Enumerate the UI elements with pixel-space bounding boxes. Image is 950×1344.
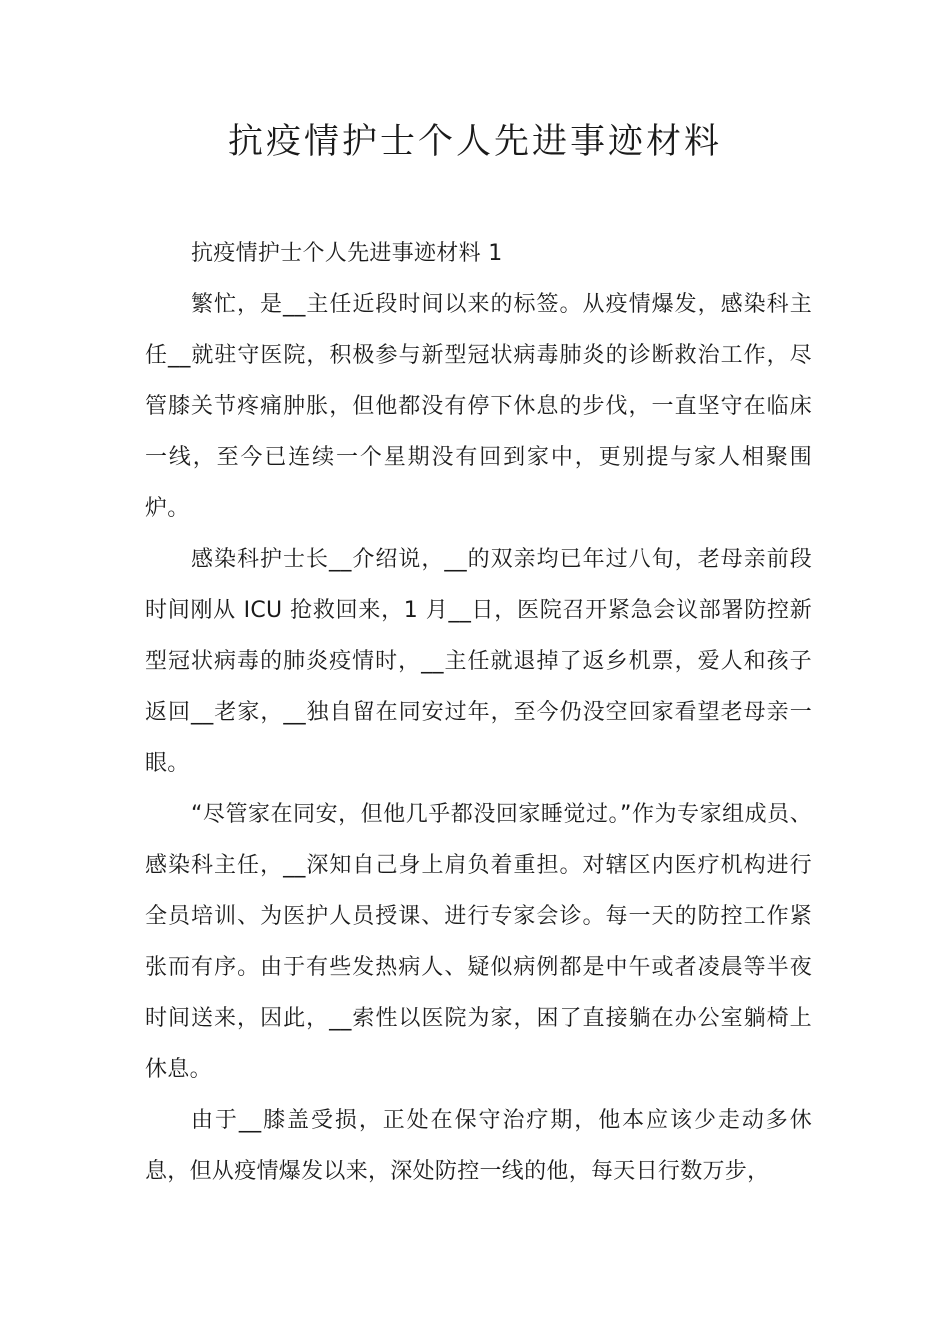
document-body: [145, 228, 812, 1197]
paragraph-1: 繁忙，是__主任近段时间以来的标签。从疫情爆发，感染科主任__就驻守医院，积极参与新型冠状病毒肺炎的诊断救治工作，尽管膝关节疼痛肿胀，但他都没有停下休息的步伐，一直坚守在临床一线，至今已连续一个星期没有回到家中，更别提与家人相聚围炉。: [145, 292, 812, 521]
paragraph-2: 感染科护士长__介绍说，__的双亲均已年过八旬，老母亲前段时间刚从 ICU 抢救回来，1 月__日，医院召开紧急会议部署防控新型冠状病毒的肺炎疫情时，__主任就退掉了返乡机票，爱人和孩子返回__老家，__独自留在同安过年，至今仍没空回家看望老母亲一眼。: [145, 547, 812, 776]
paragraph-4: 由于__膝盖受损，正处在保守治疗期，他本应该少走动多休息，但从疫情爆发以来，深处防控一线的他，每天日行数万步，: [145, 1108, 812, 1184]
paragraph-heading: 抗疫情护士个人先进事迹材料 1: [191, 241, 503, 266]
paragraph-3: “尽管家在同安，但他几乎都没回家睡觉过。”作为专家组成员、感染科主任，__深知自己身上肩负着重担。对辖区内医疗机构进行全员培训、为医护人员授课、进行专家会诊。每一天的防控工作紧张而有序。由于有些发热病人、疑似病例都是中午或者凌晨等半夜时间送来，因此，__索性以医院为家，困了直接躺在办公室躺椅上休息。: [145, 802, 812, 1082]
document-title: 抗疫情护士个人先进事迹材料: [227, 122, 722, 162]
